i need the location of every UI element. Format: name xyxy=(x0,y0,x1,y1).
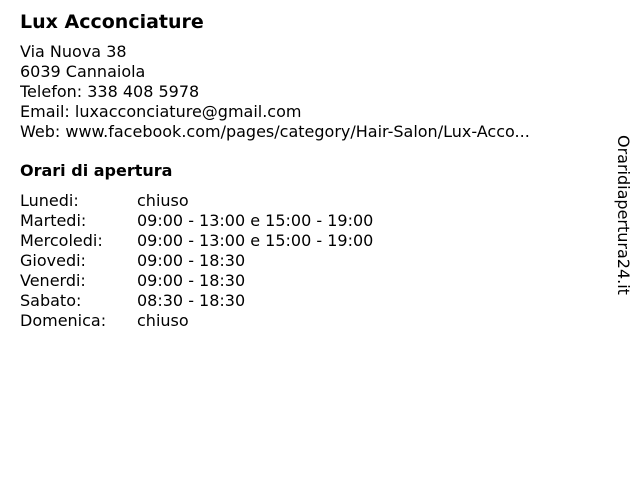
opening-hours-title: Orari di apertura xyxy=(20,161,173,180)
hours-value: 09:00 - 18:30 xyxy=(137,271,246,290)
day-label: Martedi: xyxy=(20,211,87,230)
business-card xyxy=(20,10,600,331)
hours-row-venerdi xyxy=(20,271,600,291)
hours-row-giovedi xyxy=(20,251,600,271)
hours-value: chiuso xyxy=(137,311,189,330)
day-label: Mercoledi: xyxy=(20,231,103,250)
day-label: Domenica: xyxy=(20,311,107,330)
postal-city: 6039 Cannaiola xyxy=(20,62,146,81)
hours-row-lunedi xyxy=(20,191,600,211)
day-label: Sabato: xyxy=(20,291,82,310)
day-label: Giovedi: xyxy=(20,251,86,270)
business-name: Lux Acconciature xyxy=(20,11,204,33)
web-line: Web: www.facebook.com/pages/category/Hair-Salon/Lux-Acco... xyxy=(20,122,530,141)
site-brand-vertical: Oraridiapertura24.it xyxy=(614,135,633,295)
hours-row-domenica xyxy=(20,311,600,331)
opening-hours-table xyxy=(20,191,600,331)
hours-row-mercoledi xyxy=(20,231,600,251)
hours-value: 09:00 - 13:00 e 15:00 - 19:00 xyxy=(137,231,374,250)
day-label: Lunedi: xyxy=(20,191,79,210)
hours-row-martedi xyxy=(20,211,600,231)
hours-row-sabato xyxy=(20,291,600,311)
day-label: Venerdi: xyxy=(20,271,86,290)
hours-value: 08:30 - 18:30 xyxy=(137,291,246,310)
hours-value: chiuso xyxy=(137,191,189,210)
street-address: Via Nuova 38 xyxy=(20,42,127,61)
email-line: Email: luxacconciature@gmail.com xyxy=(20,102,302,121)
hours-value: 09:00 - 13:00 e 15:00 - 19:00 xyxy=(137,211,374,230)
phone-line: Telefon: 338 408 5978 xyxy=(20,82,200,101)
hours-value: 09:00 - 18:30 xyxy=(137,251,246,270)
contact-block xyxy=(20,42,600,142)
